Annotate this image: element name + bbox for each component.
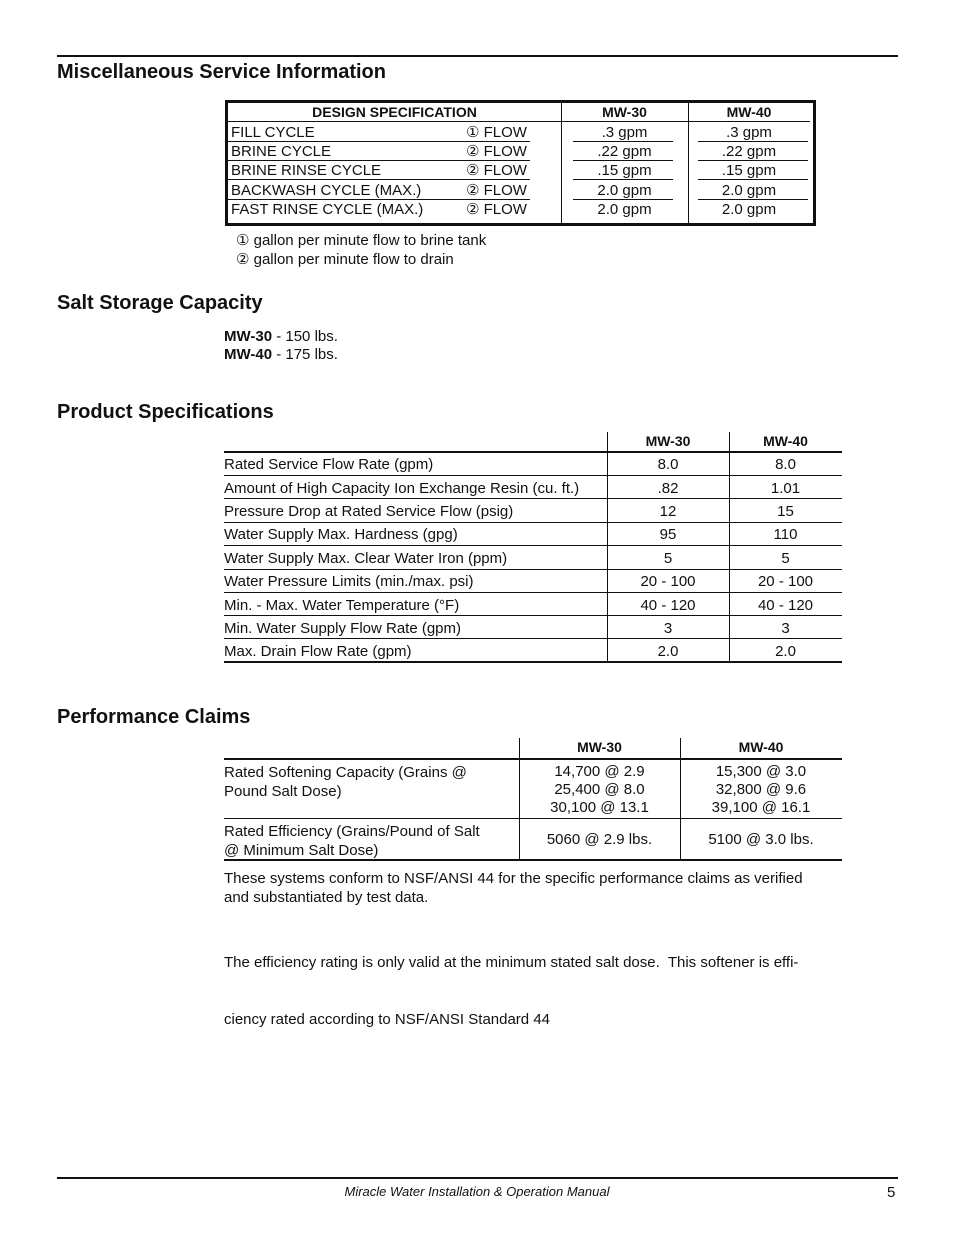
flow-notes (236, 231, 486, 269)
mw40-value: 5 (781, 550, 790, 567)
spec-label: Amount of High Capacity Ion Exchange Resin (cu. ft.) (224, 480, 580, 497)
mw40-value: 40 - 120 (757, 597, 814, 614)
spec-label: Min. - Max. Water Temperature (°F) (224, 597, 460, 614)
cycle-name: FAST RINSE CYCLE (MAX.) (231, 201, 424, 218)
flow-type: ② FLOW (466, 182, 527, 199)
design-spec-header: DESIGN SPECIFICATION (312, 104, 477, 120)
flow-note: ① gallon per minute flow to brine tank (236, 232, 487, 249)
spec-label: Water Supply Max. Clear Water Iron (ppm) (224, 550, 508, 567)
mw30-value: 5 (663, 550, 673, 567)
cycle-name: BRINE RINSE CYCLE (231, 162, 382, 179)
mw40-header: MW-40 (763, 433, 808, 449)
mw40-value: 3 (781, 620, 790, 637)
spec-label: Pressure Drop at Rated Service Flow (psig) (224, 503, 514, 520)
flow-type: ① FLOW (466, 124, 527, 141)
row-label: Rated Softening Capacity (Grains @ Pound Salt Dose) (224, 764, 467, 800)
flow-note: ② gallon per minute flow to drain (236, 251, 454, 268)
efficiency-paragraph: The efficiency rating is only valid at the minimum stated salt dose. This softener is effi- ciency rated according to NSF/ANSI Standard 44 (224, 954, 799, 1028)
top-rule (57, 55, 898, 57)
mw30-header: MW-30 (645, 433, 691, 449)
mw40-value: 15 (777, 503, 794, 520)
mw30-header: MW-30 (602, 104, 647, 120)
salt-model: MW-40 (224, 346, 273, 363)
mw40-value: .3 gpm (726, 124, 772, 141)
mw40-value: .22 gpm (721, 143, 777, 160)
mw30-value: 2.0 (657, 643, 679, 660)
mw30-efficiency: 5060 @ 2.9 lbs. (546, 831, 653, 848)
cycle-name: BACKWASH CYCLE (MAX.) (231, 182, 422, 199)
flow-type: ② FLOW (466, 162, 527, 179)
mw30-value: 3 (663, 620, 673, 637)
mw30-value: 40 - 120 (640, 597, 696, 614)
mw30-value: .15 gpm (597, 162, 652, 179)
mw40-value: 110 (773, 526, 798, 543)
mw30-value: 8.0 (657, 456, 679, 473)
row-label: Rated Efficiency (Grains/Pound of Salt @ Minimum Salt Dose) (224, 823, 480, 859)
mw30-capacity: 14,700 @ 2.9 25,400 @ 8.0 30,100 @ 13.1 (550, 763, 649, 816)
mw30-value: .3 gpm (601, 124, 648, 141)
design-spec-row (228, 123, 813, 142)
spec-label: Water Supply Max. Hardness (gpg) (224, 526, 458, 543)
salt-storage-list (224, 328, 338, 364)
spec-label: Min. Water Supply Flow Rate (gpm) (224, 620, 462, 637)
mw40-value: 8.0 (775, 456, 796, 473)
mw40-header: MW-40 (738, 739, 784, 755)
misc-section-title: Miscellaneous Service Information (57, 61, 386, 83)
mw40-value: 2.0 gpm (721, 201, 777, 218)
design-spec-row (228, 181, 813, 200)
salt-value: - 150 lbs. (272, 328, 338, 345)
salt-item (224, 328, 338, 346)
mw30-value: 2.0 gpm (597, 182, 652, 199)
product-spec-table (224, 432, 842, 664)
mw30-value: .22 gpm (597, 143, 652, 160)
design-spec-row (228, 142, 813, 161)
salt-model: MW-30 (224, 328, 273, 345)
design-spec-row (228, 161, 813, 180)
mw40-value: 2.0 (775, 643, 796, 660)
design-spec-table (225, 100, 816, 226)
design-spec-header-row (228, 103, 813, 122)
mw30-value: 20 - 100 (640, 573, 696, 590)
mw30-value: 95 (659, 526, 677, 543)
mw40-value: 20 - 100 (757, 573, 814, 590)
performance-section-title: Performance Claims (57, 706, 251, 728)
salt-item (224, 346, 338, 364)
cycle-name: FILL CYCLE (231, 124, 315, 141)
spec-label: Max. Drain Flow Rate (gpm) (224, 643, 412, 660)
performance-table (224, 738, 842, 862)
design-spec-row (228, 200, 813, 219)
mw40-efficiency: 5100 @ 3.0 lbs. (708, 831, 814, 848)
footer-rule (57, 1177, 898, 1179)
cycle-name: BRINE CYCLE (231, 143, 332, 160)
product-section-title: Product Specifications (57, 401, 274, 423)
mw40-value: 2.0 gpm (721, 182, 777, 199)
mw30-header: MW-30 (577, 739, 622, 755)
mw40-value: 1.01 (770, 480, 801, 497)
mw30-value: 2.0 gpm (597, 201, 652, 218)
mw40-capacity: 15,300 @ 3.0 32,800 @ 9.6 39,100 @ 16.1 (711, 763, 811, 816)
salt-value: - 175 lbs. (272, 346, 338, 363)
mw40-value: .15 gpm (721, 162, 777, 179)
conformance-paragraph: These systems conform to NSF/ANSI 44 for the specific performance claims as verified and substantiated by test data. (224, 870, 803, 906)
spec-label: Water Pressure Limits (min./max. psi) (224, 573, 474, 590)
salt-section-title: Salt Storage Capacity (57, 292, 263, 314)
mw30-value: 12 (659, 503, 677, 520)
page-number: 5 (887, 1184, 896, 1201)
flow-type: ② FLOW (466, 143, 527, 160)
mw30-value: .82 (657, 480, 679, 497)
flow-type: ② FLOW (466, 201, 527, 218)
footer-title: Miracle Water Installation & Operation Manual (344, 1184, 610, 1199)
mw40-header: MW-40 (726, 104, 772, 120)
spec-label: Rated Service Flow Rate (gpm) (224, 456, 434, 473)
